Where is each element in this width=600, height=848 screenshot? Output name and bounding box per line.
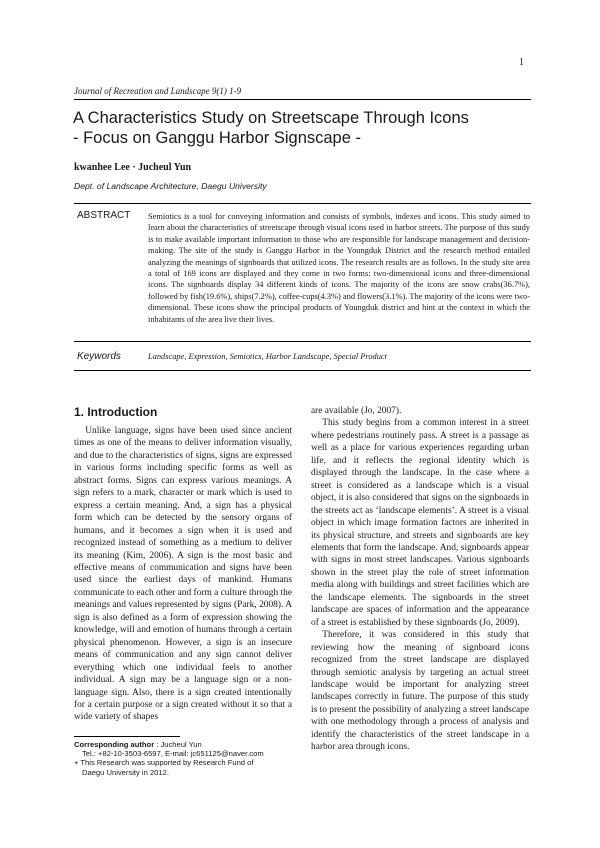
body-paragraph: Therefore, it was considered in this study that reviewing how the meaning of signboard icons recognized from the street landscape are displayed through semiotic analysis by targeting an actual street landscape would be important for analyzing street landscapes correctly in future. The purpose of this study is to present the possibility of analyzing a street landscape with one methodology through a process of analysis and identify the characteristics of the street landscape in a harbor area through icons. — [311, 630, 529, 753]
title-main: A Characteristics Study on Streetscape Through Icons — [73, 109, 469, 127]
header-rule — [74, 99, 531, 100]
body-paragraph: Unlike language, signs have been used since ancient times as one of the means to deliver information visually, and due to the characteristics of signs, signs are expressed in various forms including specific forms as well as abstract forms. Signs can express various meanings. A sign refers to a mark, character or mark which is used to express a certain meaning. And, a sign has a physical form which can be detected by the sensory organs of humans, and it becomes a sign when it is used and recognized instead of something as a medium to deliver its meaning (Kim, 2006). A sign is the most basic and effective means of communication and signs have been used since the earliest days of mankind. Humans communicate to each other and form a culture through the meanings and values represented by signs (Park, 2008). A sign is also defined as a form of expression showing the knowledge, will and emotion of humans through a certain physical phenomenon. However, a sign is an insecure means of communication and any sign cannot deliver everything which one individual feels to another individual. A sign may be a language sign or a non-language sign. Also, there is a sign created intentionally for a certain purpose or a sign created without it so that a wide variety of shapes — [74, 426, 292, 723]
funding-note-continued: Daegu University in 2012. — [82, 767, 169, 777]
corresponding-author-name: : Jucheul Yun — [154, 740, 202, 749]
journal-header: Journal of Recreation and Landscape 9(1) 1-9 — [74, 86, 242, 96]
page-number: 1 — [519, 57, 524, 68]
body-paragraph: This study begins from a common interest in a street where pedestrians routinely pass. A street is a passage as well as a place for various experiences regarding urban life, and it reflects the regional identity which is displayed through the landscape. In the case where a street is considered as a landscape which is a visual object, it is also considered that signs on the signboards in the streets act as ‘landscape elements’. A street is a visual object in which image formation factors are inherited in its physical structure, and streets and signboards are key elements that form the landscape. And, signboards appear with signs in most street landscapes. Various signboards shown in the street play the role of street information media along with buildings and street facilities which are the landscape elements. The signboards in the street landscape are spaces of information and the appearance of a street is established by these signboards (Jo, 2009). — [311, 418, 529, 628]
keywords-label: Keywords — [77, 351, 121, 362]
abstract-label: ABSTRACT — [77, 210, 131, 221]
abstract-text: Semiotics is a tool for conveying information and consists of symbols, indexes and icons. This study aimed to learn about the characteristics of streetscape through visual icons used in harbor streets. The purpose of this study is to make available important information to those who are responsible for landscape management and decision-making. The site of the study is Ganggu Harbor in the Youngduk District and the research method entailed analyzing the meanings of signboards that utilized icons. The research results are as follows. In the study site area a total of 169 icons are displayed and they come in two forms: two-dimensional icons and three-dimensional icons. The signboards display 34 different kinds of icons. The majority of the icons are snow crabs(36.7%), followed by fish(19.6%), ships(7.2%), coffee-cups(4.3%) and flowers(3.1%). The majority of the icons were two-dimensional. These icons show the principal products of Youngduk district and hint at the context in which the inhabitants of the area live their lives. — [148, 212, 530, 324]
corresponding-author-label: Corresponding author — [74, 740, 155, 749]
affiliation: Dept. of Landscape Architecture, Daegu University — [74, 181, 267, 191]
body-paragraph-continued: are available (Jo, 2007). — [311, 406, 402, 416]
corresponding-author — [74, 740, 304, 749]
body-column-right — [311, 405, 529, 754]
keywords-bottom-rule — [74, 370, 531, 371]
keywords-top-rule — [74, 341, 531, 342]
authors: kwanhee Lee · Jucheul Yun — [74, 162, 192, 173]
paper-title — [73, 108, 543, 148]
author-contact: Tel.: +82-10-3503-6597, E-mail: jc651125@naver.com — [82, 749, 264, 759]
body-column-left — [74, 425, 292, 724]
funding-note: + This Research was supported by Research Fund of — [74, 758, 254, 768]
title-subtitle: - Focus on Ganggu Harbor Signscape - — [73, 129, 361, 147]
keywords-text: Landscape, Expression, Semiotics, Harbor Landscape, Special Product — [148, 352, 387, 361]
footnote-rule — [74, 736, 180, 737]
footnotes — [74, 740, 304, 777]
section-heading-introduction: 1. Introduction — [74, 405, 158, 419]
abstract-top-rule — [74, 203, 531, 204]
